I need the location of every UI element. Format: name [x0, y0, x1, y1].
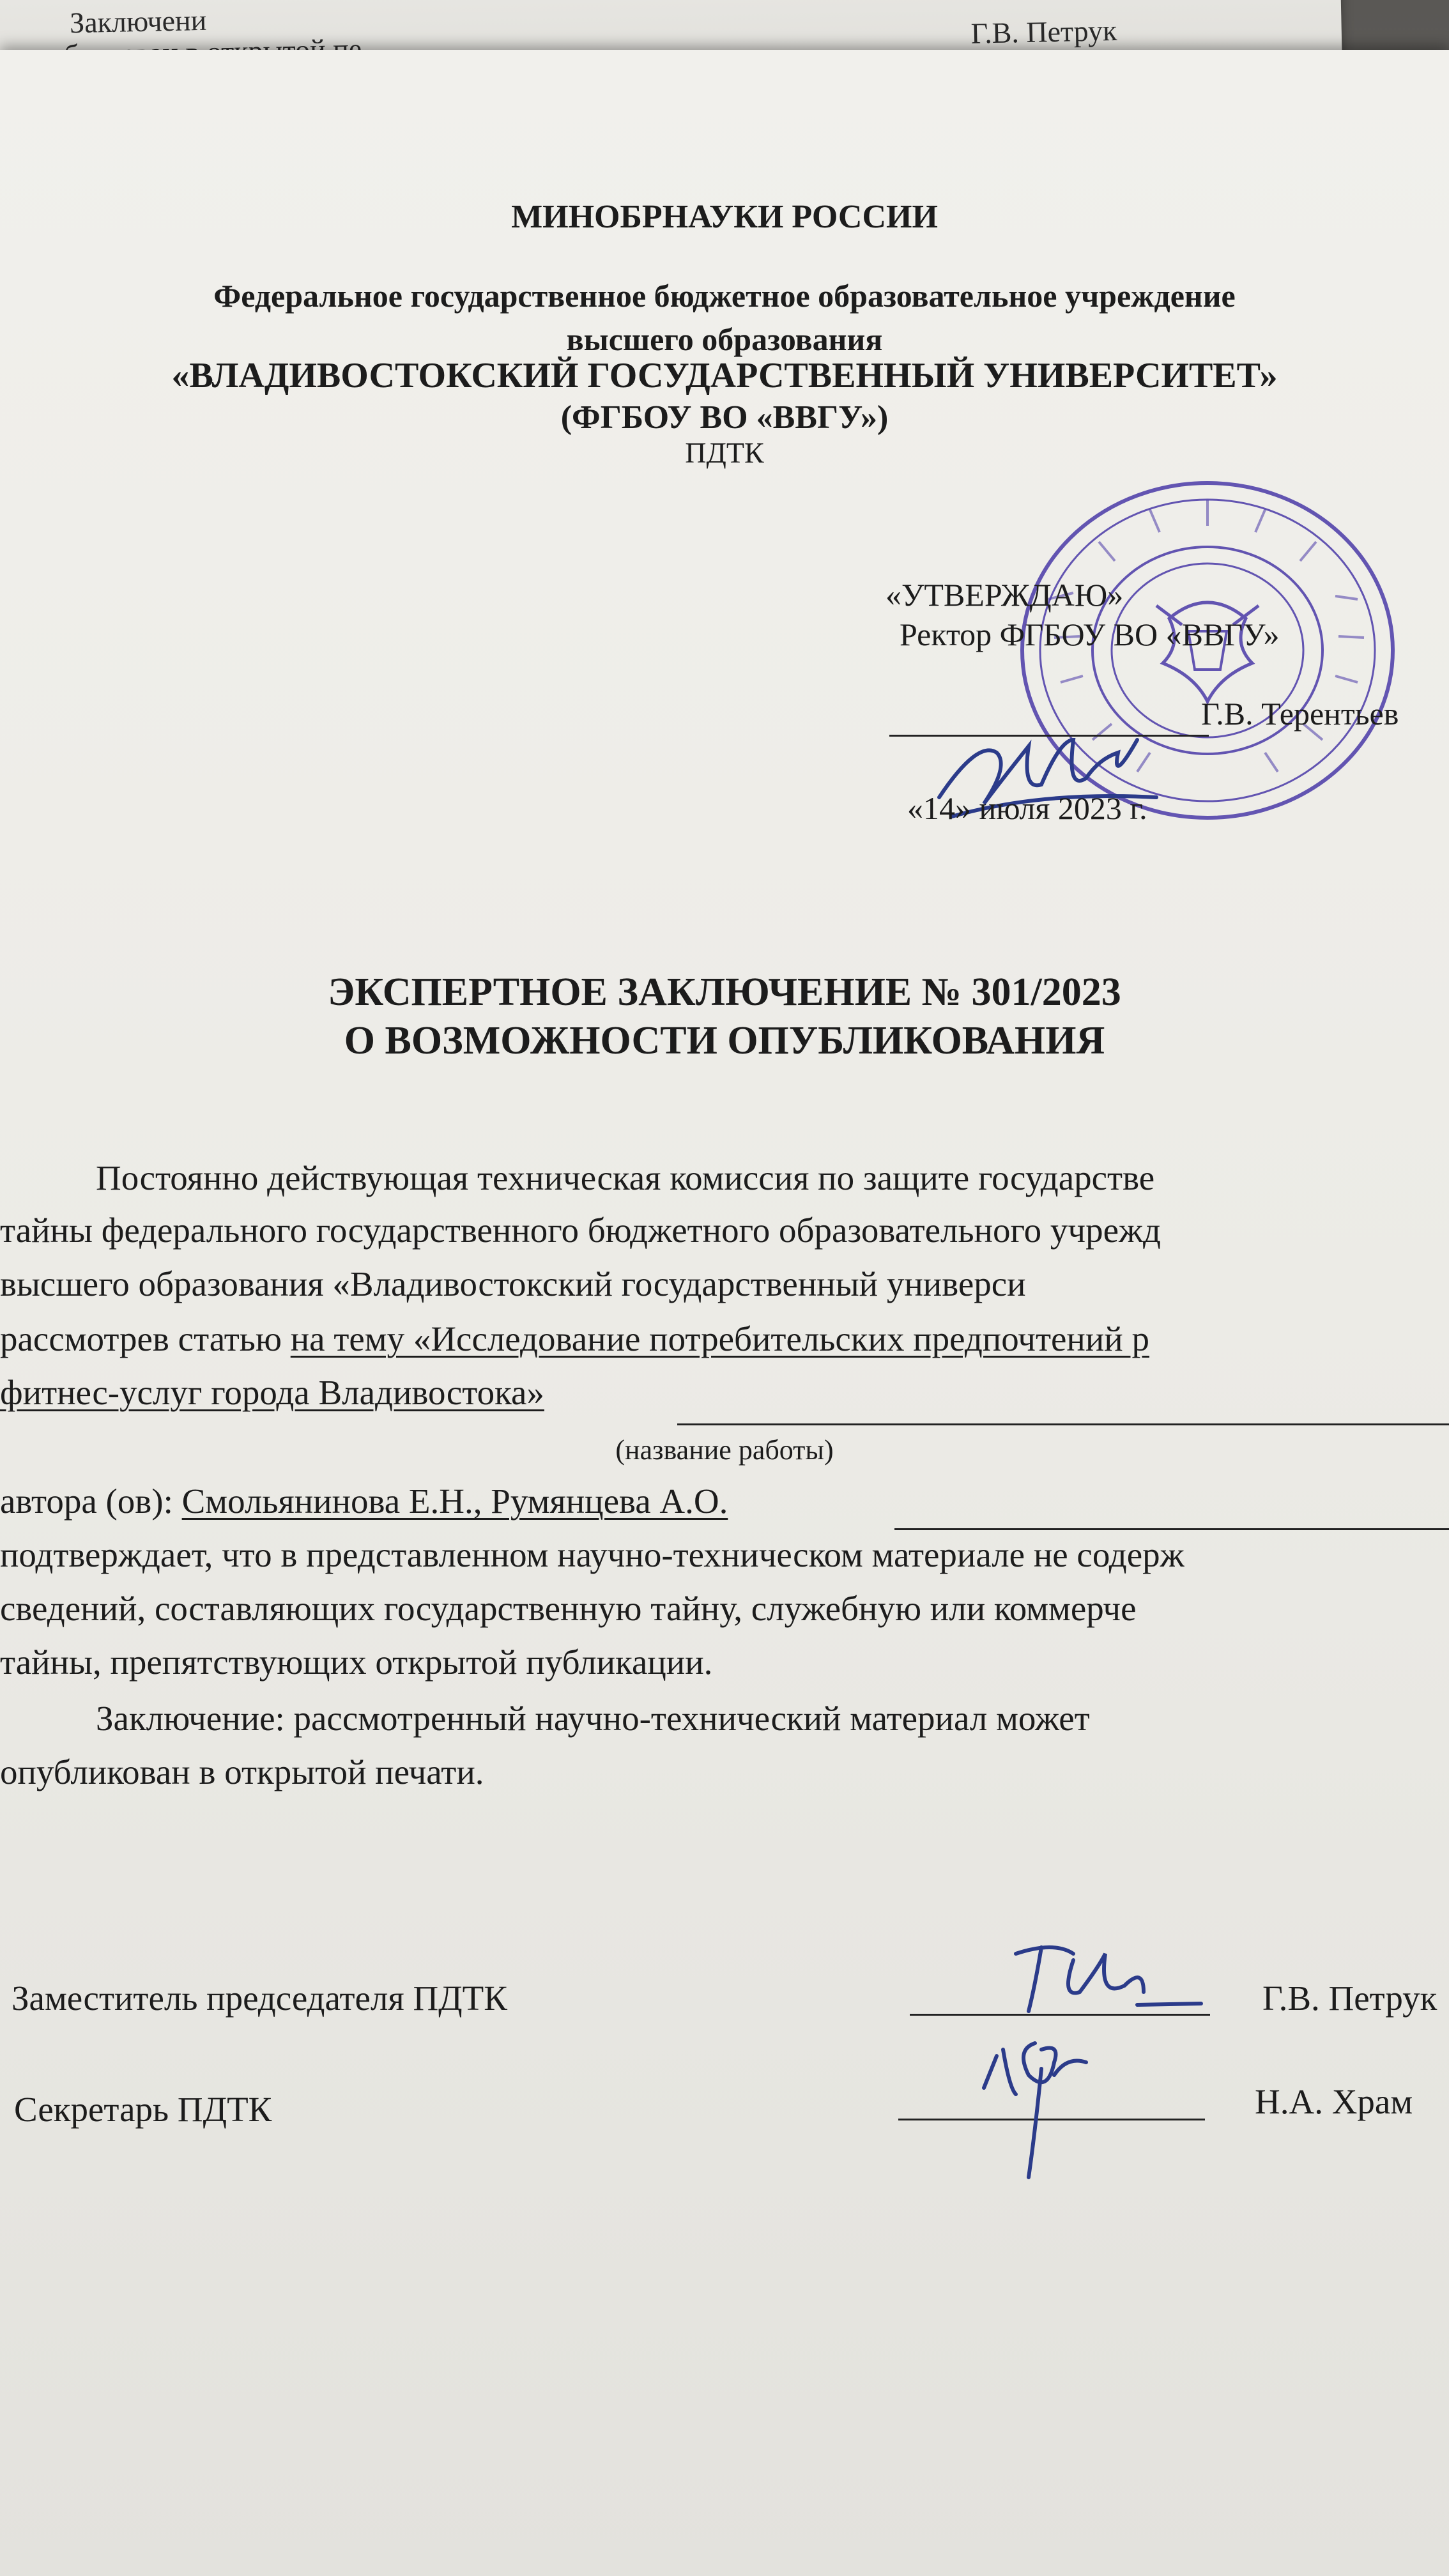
- conclusion-line: опубликован в открытой печати.: [0, 1752, 484, 1791]
- body-line: тайны, препятствующих открытой публикации.: [0, 1643, 713, 1682]
- department-name: ПДТК: [685, 436, 764, 469]
- body-line: тайны федерального государственного бюджетного образовательного учрежд: [0, 1211, 1161, 1250]
- document-page: [0, 50, 1449, 2576]
- rector-name: Г.В. Терентьев: [1201, 696, 1399, 732]
- body-line: подтверждает, что в представленном научно-техническом материале не содерж: [0, 1535, 1184, 1574]
- institution-line-2: высшего образования: [566, 321, 883, 357]
- conclusion-line: Заключение: рассмотренный научно-технический материал может: [96, 1699, 1090, 1738]
- university-name: «ВЛАДИВОСТОКСКИЙ ГОСУДАРСТВЕННЫЙ УНИВЕРСИТЕТ»: [171, 356, 1278, 395]
- secretary-name: Н.А. Храм: [1255, 2082, 1413, 2121]
- approval-date: «14» июля 2023 г.: [907, 790, 1147, 826]
- background-sheet-text: Заключени: [69, 3, 207, 40]
- secretary-role: Секретарь ПДТК: [14, 2090, 272, 2129]
- institution-line-1: Федеральное государственное бюджетное образовательное учреждение: [213, 278, 1236, 314]
- background-sheet-text: Г.В. Петрук: [970, 13, 1117, 50]
- body-text: рассмотрев статью: [0, 1319, 291, 1358]
- deputy-chair-name: Г.В. Петрук: [1262, 1979, 1438, 2018]
- authors-line: [0, 1481, 1449, 1521]
- approval-position: Ректор ФГБОУ ВО «ВВГУ»: [900, 617, 1280, 652]
- approval-word: «УТВЕРЖДАЮ»: [885, 577, 1124, 613]
- document-title: ЭКСПЕРТНОЕ ЗАКЛЮЧЕНИЕ № 301/2023: [328, 970, 1121, 1014]
- body-line: Постоянно действующая техническая комиссия по защите государстве: [96, 1158, 1155, 1197]
- work-name-caption: (название работы): [615, 1434, 834, 1466]
- body-line-topic: [0, 1319, 1449, 1359]
- article-topic: на тему «Исследование потребительских предпочтений р: [290, 1319, 1149, 1358]
- authors-fill-line: [894, 1528, 1449, 1530]
- deputy-chair-role: Заместитель председателя ПДТК: [12, 1979, 507, 2018]
- ministry-heading: МИНОБРНАУКИ РОССИИ: [511, 199, 938, 235]
- body-line-topic-cont: [0, 1372, 1449, 1413]
- secretary-signature: [958, 2005, 1112, 2184]
- topic-fill-line: [677, 1423, 1449, 1425]
- university-abbreviation: (ФГБОУ ВО «ВВГУ»): [560, 399, 889, 436]
- body-line: высшего образования «Владивостокский государственный универси: [0, 1264, 1026, 1303]
- article-topic-cont: фитнес-услуг города Владивостока»: [0, 1373, 544, 1412]
- body-line: сведений, составляющих государственную тайну, служебную или коммерче: [0, 1589, 1137, 1628]
- document-subtitle: О ВОЗМОЖНОСТИ ОПУБЛИКОВАНИЯ: [344, 1019, 1105, 1062]
- authors-names: Смольянинова Е.Н., Румянцева А.О.: [181, 1482, 728, 1521]
- authors-label: автора (ов):: [0, 1482, 182, 1521]
